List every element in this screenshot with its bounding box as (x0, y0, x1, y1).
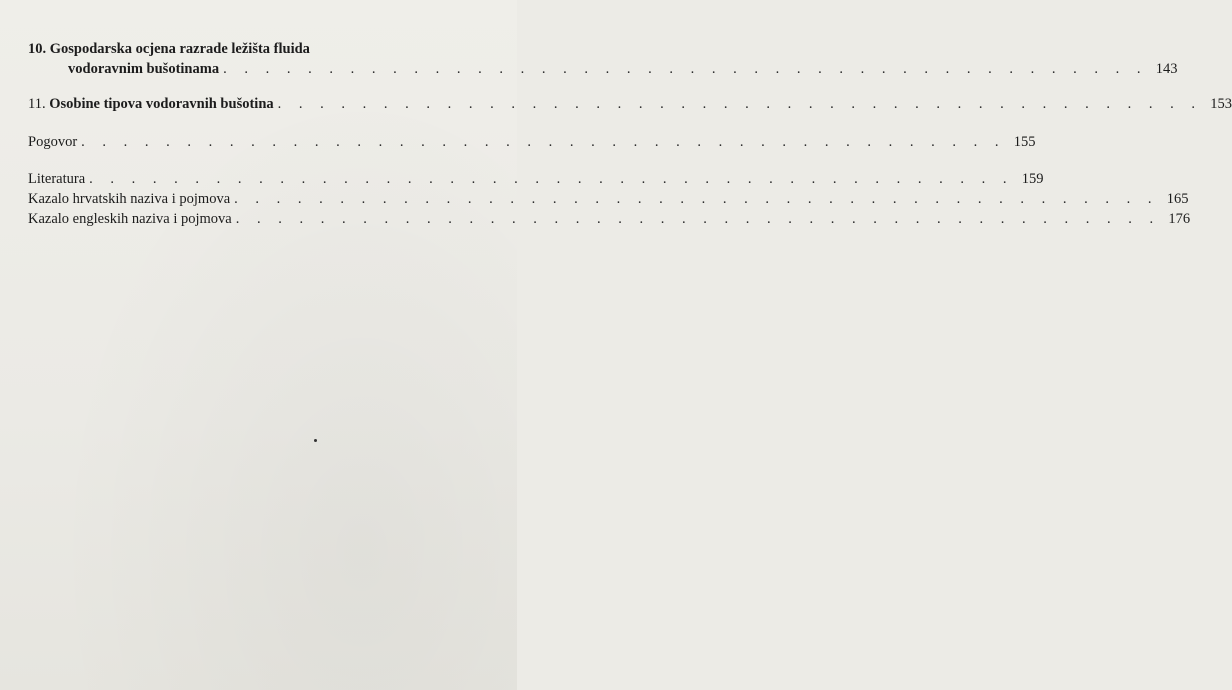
toc-entry-literatura (28, 170, 1044, 188)
page-number: 155 (1013, 134, 1036, 150)
entry-title: Kazalo engleskih naziva i pojmova (28, 211, 232, 227)
page-number: 176 (1168, 211, 1191, 227)
entry-title: Literatura (28, 171, 86, 187)
toc-entry-chapter-10 (28, 40, 1178, 78)
page-number: 153 (1210, 96, 1232, 112)
dot-leader: . . . . . . . . . . . . . . . . . . . . . . . . . . . . . . . . . . . . . . . . . . . . (235, 211, 1161, 227)
page-number: 143 (1155, 61, 1178, 77)
chapter-title-line1: Gospodarska ocjena razrade ležišta fluida (49, 41, 310, 57)
entry-title: Pogovor (28, 134, 78, 150)
ink-speck (314, 439, 317, 442)
page-number: 159 (1021, 171, 1044, 187)
toc-entry-kazalo-hrvatskih (28, 190, 1189, 208)
chapter-title: Osobine tipova vodoravnih bušotina (49, 96, 274, 112)
toc-entry-chapter-11 (28, 95, 1232, 113)
page-number: 165 (1166, 191, 1189, 207)
entry-title: Kazalo hrvatskih naziva i pojmova (28, 191, 231, 207)
dot-leader: . . . . . . . . . . . . . . . . . . . . . . . . . . . . . . . . . . . . . . . . . . . . (223, 61, 1148, 77)
toc-entry-pogovor (28, 133, 1036, 151)
dot-leader: . . . . . . . . . . . . . . . . . . . . . . . . . . . . . . . . . . . . . . . . . . . . (277, 96, 1203, 112)
chapter-number: 11. (28, 96, 46, 112)
dot-leader: . . . . . . . . . . . . . . . . . . . . . . . . . . . . . . . . . . . . . . . . . . . . (89, 171, 1014, 187)
chapter-title-line2: vodoravnim bušotinama (68, 61, 220, 77)
chapter-number: 10. (28, 41, 47, 57)
toc-entry-kazalo-engleskih (28, 210, 1191, 228)
dot-leader: . . . . . . . . . . . . . . . . . . . . . . . . . . . . . . . . . . . . . . . . . . . . (81, 134, 1006, 150)
dot-leader: . . . . . . . . . . . . . . . . . . . . . . . . . . . . . . . . . . . . . . . . . . . . (234, 191, 1159, 207)
